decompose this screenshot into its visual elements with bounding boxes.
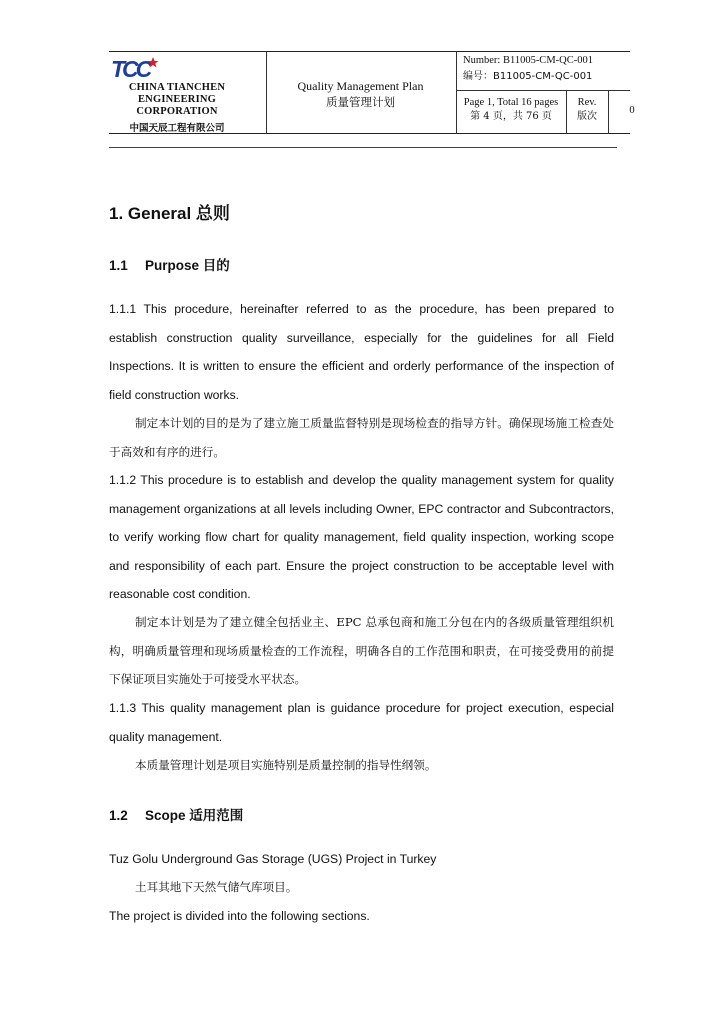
header-top-rule	[109, 51, 630, 52]
header-divider-3	[566, 90, 567, 134]
page-info-cn: 第 4 页，共 76 页	[470, 111, 552, 122]
revision-label-cn: 版次	[577, 111, 597, 122]
paragraph-1-1-2-cn: 制定本计划是为了建立健全包括业主、EPC 总承包商和施工分包在内的各级质量管理组织机构，明确质量管理和现场质量检查的工作流程，明确各自的工作范围和职责，在可接受费用的前提下保证项目实施处于可接受水平状态。	[109, 615, 614, 686]
document-number-cn: 编号：B11005-CM-QC-001	[463, 71, 593, 82]
paragraph-1-1-3: 1.1.3 This quality management plan is guidance procedure for project execution, especial quality management.	[109, 701, 614, 744]
revision-label-en: Rev.	[577, 97, 597, 108]
document-title-en: Quality Management Plan	[297, 79, 424, 93]
section-1-1-title: Purpose 目的	[145, 258, 230, 273]
revision-label	[568, 96, 606, 124]
document-number: Number: B11005-CM-QC-001	[463, 55, 593, 66]
header-separator-rule	[109, 147, 617, 148]
tcc-logo-icon	[111, 55, 159, 81]
section-1-1-heading	[109, 254, 230, 274]
company-line-1: CHINA TIANCHEN	[128, 82, 226, 93]
paragraph-1-2-1-cn: 土耳其地下天然气储气库项目。	[135, 880, 298, 894]
section-1-1-number: 1.1	[109, 258, 128, 273]
paragraph-1-1-3-cn: 本质量管理计划是项目实施特别是质量控制的指导性纲领。	[135, 758, 437, 772]
paragraph-1-2-2: The project is divided into the following sections.	[109, 909, 370, 923]
paragraph-1-2-1: Tuz Golu Underground Gas Storage (UGS) Project in Turkey	[109, 852, 437, 866]
header-divider-4	[608, 90, 609, 134]
header-row-divider	[456, 90, 630, 91]
page-info-en: Page 1, Total 16 pages	[463, 97, 559, 108]
document-title-cn: 质量管理计划	[326, 95, 395, 109]
section-1-2-title: Scope 适用范围	[145, 808, 244, 823]
company-line-2: ENGINEERING	[137, 94, 217, 105]
tcc-logo-text: TCC	[111, 56, 150, 81]
document-title	[268, 78, 453, 110]
section-1-heading: 1. General 总则	[109, 204, 230, 223]
paragraph-1-1-1: 1.1.1 This procedure, hereinafter referred to as the procedure, has been prepared to establish construction quality surveillance, especially for the guidelines for all Field Inspections. It is written to ensure the efficient and orderly performance of the inspection of field construction works.	[109, 302, 614, 402]
revision-value: 0	[629, 105, 635, 116]
paragraph-1-1-2: 1.1.2 This procedure is to establish and develop the quality management system for quality management organizations at all levels including Owner, EPC contractor and Subcontractors, to verify working flow chart for quality management, field quality inspection, working scope and responsibility of each part. Ensure the project construction to be acceptable level with reasonable cost condition.	[109, 473, 614, 601]
section-1-2-number: 1.2	[109, 808, 128, 823]
page-info	[456, 96, 566, 124]
section-1-2-heading	[109, 804, 243, 824]
header-divider-1	[266, 51, 267, 134]
company-name	[112, 82, 242, 118]
company-name-cn: 中国天辰工程有限公司	[129, 123, 225, 134]
company-line-3: CORPORATION	[136, 106, 218, 117]
paragraph-1-1-1-cn: 制定本计划的目的是为了建立施工质量监督特别是现场检查的指导方针。确保现场施工检查处于高效和有序的进行。	[109, 416, 614, 459]
